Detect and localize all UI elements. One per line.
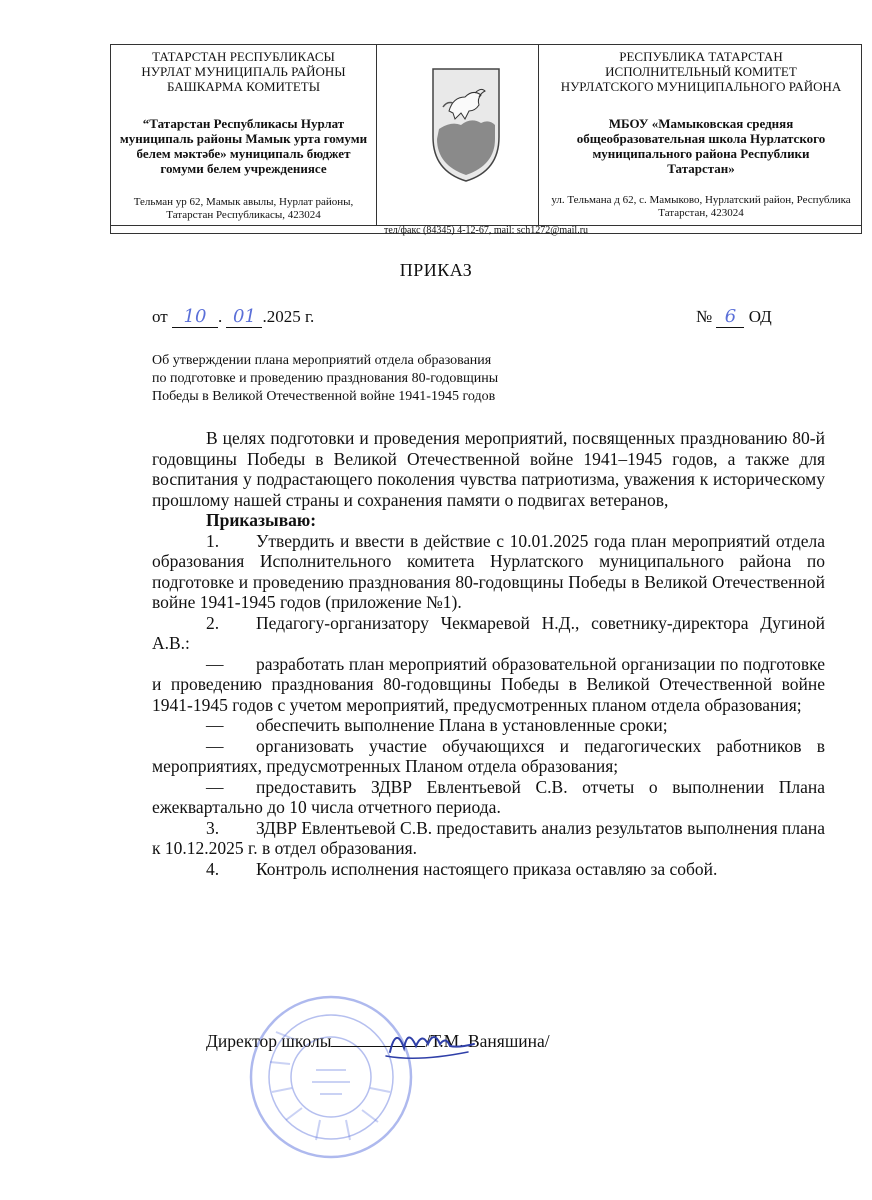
date-year: .2025 г. [262, 307, 315, 326]
item-text: Утвердить и ввести в действие с 10.01.2025 года план мероприятий отдела образования Исполнительного комитета Нурлатского муниципального района по подготовке и проведению празднования 80-годовщины Победы в Великой Отечественной войне 1941-1945 годов (приложение №1). [152, 530, 825, 612]
number-value: 6 [724, 306, 737, 327]
school-line: гомуми белем учреждениясе [160, 161, 327, 176]
address-line: Татарстан, 423024 [658, 207, 744, 219]
item-text: ЗДВР Евлентьевой С.В. предоставить анализ результатов выполнения плана к 10.12.2025 г. в отдел образования. [152, 817, 825, 858]
sub-item [152, 736, 825, 777]
org-line: НУРЛАТСКОГО МУНИЦИПАЛЬНОГО РАЙОНА [560, 79, 842, 94]
letterhead-right [539, 45, 863, 220]
item-number: 4. [206, 858, 220, 879]
dash: — [206, 653, 224, 674]
address-line: Тельман ур 62, Мамык авылы, Нурлат районы, [133, 196, 354, 208]
sub-item [152, 715, 825, 736]
subject-line: Об утверждении плана мероприятий отдела образования [152, 353, 492, 368]
org-line: БАШКАРМА КОМИТЕТЫ [166, 79, 321, 94]
number-prefix: № [696, 307, 713, 326]
coat-of-arms-icon [431, 67, 501, 183]
order-subject [152, 352, 612, 406]
school-line: МБОУ «Мамыковская средняя [608, 116, 794, 131]
order-item [152, 613, 825, 654]
date-dot: . [217, 307, 223, 326]
contact-line: тел/факс (84345) 4-12-67, mail: sch1272@mail.ru [383, 225, 589, 236]
school-line: муниципаль районы Мамык урта гомуми [119, 131, 368, 146]
divider [376, 45, 377, 225]
letterhead [110, 44, 862, 234]
item-text: разработать план мероприятий образовательной организации по подготовке и проведению празднования 80-годовщины Победы в Великой Отечественной войне 1941-1945 годов с учетом мероприятий, предусмотренных планом отдела образования; [152, 653, 825, 715]
document-title: ПРИКАЗ [399, 260, 473, 280]
signer-title: Директор школы [206, 1031, 332, 1051]
date-month: 01 [233, 306, 256, 327]
org-line: ТАТАРСТАН РЕСПУБЛИКАСЫ [152, 49, 335, 64]
order-date [152, 306, 314, 328]
org-line: ИСПОЛНИТЕЛЬНЫЙ КОМИТЕТ [605, 64, 797, 79]
order-item [152, 531, 825, 613]
date-prefix: от [152, 307, 168, 326]
item-text: обеспечить выполнение Плана в установленные сроки; [256, 715, 668, 735]
address-line: ул. Тельмана д 62, с. Мамыково, Нурлатский район, Республика [551, 194, 851, 206]
order-number [696, 306, 772, 328]
dash: — [206, 776, 224, 797]
item-number: 3. [206, 817, 220, 838]
dash: — [206, 735, 224, 756]
date-day: 10 [183, 306, 207, 327]
item-text: предоставить ЗДВР Евлентьевой С.В. отчеты о выполнении Плана ежеквартально до 10 числа отчетного периода. [152, 776, 825, 817]
order-item [152, 818, 825, 859]
signer-name: /Т.М. Ваняшина/ [425, 1031, 550, 1051]
letterhead-left [111, 45, 376, 222]
sub-item [152, 777, 825, 818]
school-line: общеобразовательная школа Нурлатского [576, 131, 826, 146]
school-line: белем мәктәбе» муниципаль бюджет [136, 146, 351, 161]
item-text: Педагогу-организатору Чекмаревой Н.Д., советнику-директора Дугиной А.В.: [152, 612, 825, 653]
address-line: Татарстан Республикасы, 423024 [166, 209, 321, 221]
item-number: 1. [206, 530, 220, 551]
subject-line: по подготовке и проведению празднования 80-годовщины [152, 371, 499, 386]
order-word: Приказываю: [206, 510, 317, 530]
number-suffix: ОД [748, 307, 772, 326]
dash: — [206, 715, 224, 735]
item-text: Контроль исполнения настоящего приказа оставляю за собой. [256, 858, 718, 879]
item-text: организовать участие обучающихся и педагогических работников в мероприятиях, предусмотренных Планом отдела образования; [152, 735, 825, 776]
school-line: Татарстан» [667, 161, 735, 176]
item-number: 2. [206, 612, 220, 633]
subject-line: Победы в Великой Отечественной войне 1941-1945 годов [152, 389, 496, 404]
school-line: муниципального района Республики [592, 146, 810, 161]
org-line: НУРЛАТ МУНИЦИПАЛЬ РАЙОНЫ [141, 64, 346, 79]
org-line: РЕСПУБЛИКА ТАТАРСТАН [619, 49, 783, 64]
intro-paragraph: В целях подготовки и проведения мероприятий, посвященных празднованию 80-й годовщины Победы в Великой Отечественной войне 1941–1945 годов, а также для воспитания у подрастающего поколения чувства патриотизма, уважения к историческому прошлому нашей страны и сохранения памяти о подвигах ветеранов, [152, 428, 825, 510]
handwritten-signature-icon [378, 1018, 478, 1068]
order-body [152, 428, 825, 879]
school-line: “Татарстан Республикасы Нурлат [142, 116, 345, 131]
sub-item [152, 654, 825, 716]
order-item [152, 859, 825, 880]
